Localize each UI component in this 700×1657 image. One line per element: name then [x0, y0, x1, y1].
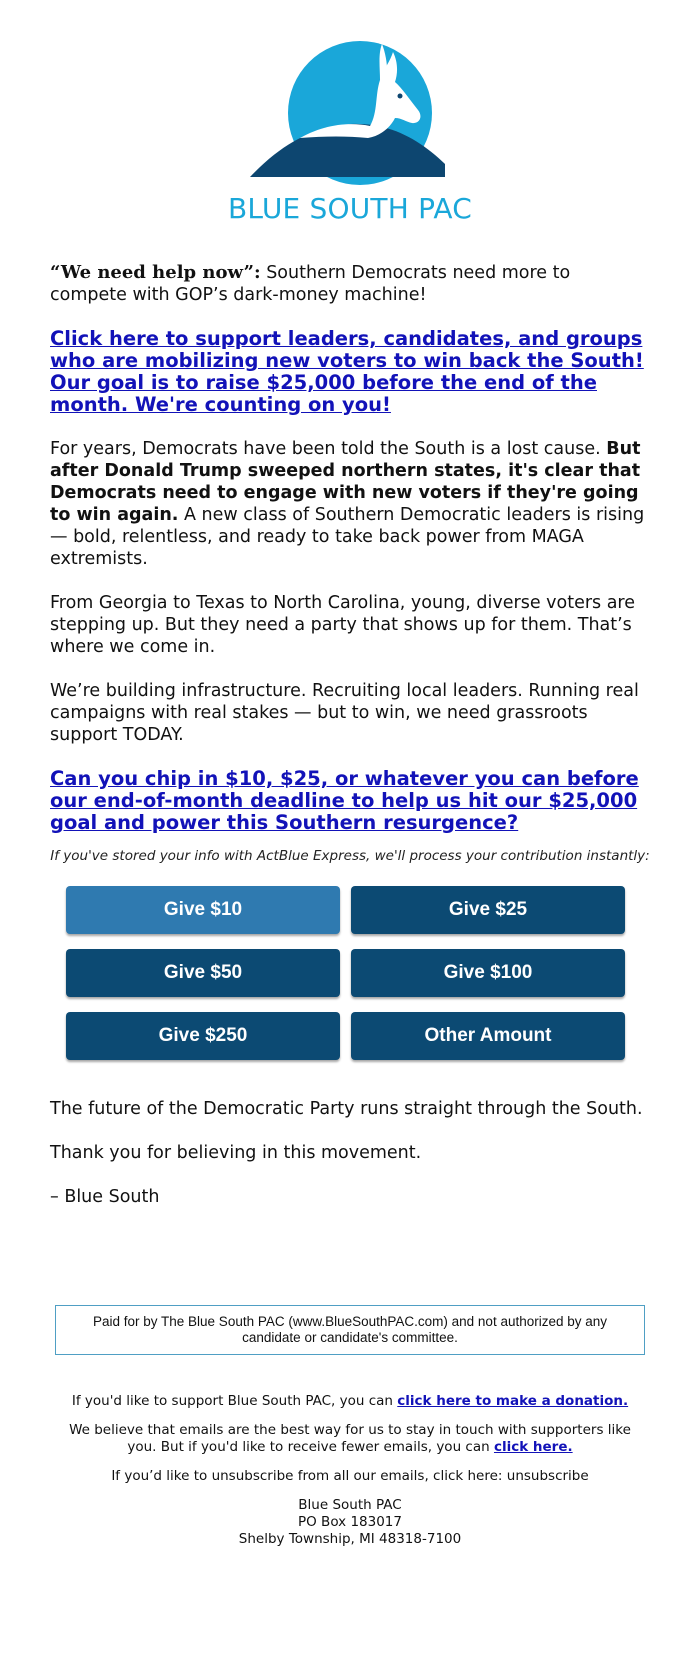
footer-unsubscribe — [60, 1468, 640, 1485]
address-line-po-box: PO Box 183017 — [298, 1514, 402, 1530]
footer — [60, 1393, 640, 1548]
donkey-logo-icon — [230, 40, 470, 190]
give-10-button[interactable]: Give $10 — [66, 886, 340, 934]
intro-bold: “We need help now”: — [50, 262, 261, 283]
address-line-name: Blue South PAC — [298, 1497, 402, 1513]
actblue-express-note: If you've stored your info with ActBlue Express, we'll process your contribution instantly: — [50, 848, 650, 864]
closing-section — [50, 1098, 652, 1230]
para1-bold: But after Donald Trump sweeped northern states, it's clear that Democrats need to engage with new voters if they're going to win again. — [50, 439, 641, 525]
give-50-button[interactable]: Give $50 — [66, 949, 340, 997]
footer-fewer-emails — [60, 1422, 640, 1456]
closing-line-future: The future of the Democratic Party runs straight through the South. — [50, 1099, 643, 1119]
unsubscribe-link[interactable]: unsubscribe — [506, 1468, 589, 1484]
paragraph-years — [50, 438, 652, 570]
logo-wordmark: BLUE SOUTH PAC — [228, 192, 472, 225]
give-25-button[interactable]: Give $25 — [351, 886, 625, 934]
email-body — [50, 262, 652, 856]
para1-start: For years, Democrats have been told the South is a lost cause. — [50, 439, 607, 459]
para1-end: A new class of Southern Democratic leaders is rising — bold, relentless, and ready to take back power from MAGA extremists. — [50, 505, 645, 569]
footer-fewer-text: We believe that emails are the best way for us to stay in touch with supporters like you. But if you'd like to receive fewer emails, you can — [69, 1422, 631, 1455]
footer-support — [60, 1393, 640, 1410]
blue-south-logo — [0, 40, 700, 240]
paid-for-disclaimer — [55, 1305, 645, 1355]
paragraph-infrastructure: We’re building infrastructure. Recruiting local leaders. Running real campaigns with real stakes — but to win, we need grassroots support TODAY. — [50, 681, 639, 745]
footer-unsubscribe-text: If you’d like to unsubscribe from all our emails, click here: — [111, 1468, 507, 1484]
signature: – Blue South — [50, 1187, 160, 1207]
other-amount-button[interactable]: Other Amount — [351, 1012, 625, 1060]
chip-in-link[interactable]: Can you chip in $10, $25, or whatever you can before our end-of-month deadline to help us hit our $25,000 goal and power this Southern resurgence? — [50, 767, 639, 834]
closing-line-thanks: Thank you for believing in this movement. — [50, 1143, 422, 1163]
footer-support-text: If you'd like to support Blue South PAC, you can — [71, 1393, 398, 1409]
give-100-button[interactable]: Give $100 — [351, 949, 625, 997]
give-250-button[interactable]: Give $250 — [66, 1012, 340, 1060]
make-donation-link[interactable]: click here to make a donation. — [397, 1393, 629, 1409]
support-leaders-link[interactable]: Click here to support leaders, candidates, and groups who are mobilizing new voters to win back the South! Our goal is to raise $25,000 before the end of the month. We're counting on you! — [50, 327, 644, 416]
paid-for-text: Paid for by The Blue South PAC (www.BlueSouthPAC.com) and not authorized by any candidate or candidate's committee. — [92, 1314, 608, 1345]
mailing-address — [60, 1497, 640, 1548]
intro-rest: Southern Democrats need more to compete with GOP’s dark-money machine! — [50, 263, 571, 305]
fewer-emails-link[interactable]: click here. — [493, 1439, 573, 1455]
paragraph-georgia: From Georgia to Texas to North Carolina, young, diverse voters are stepping up. But they need a party that shows up for them. That’s where we come in. — [50, 593, 636, 657]
address-line-city: Shelby Township, MI 48318-7100 — [238, 1531, 462, 1547]
intro-paragraph — [50, 262, 652, 306]
